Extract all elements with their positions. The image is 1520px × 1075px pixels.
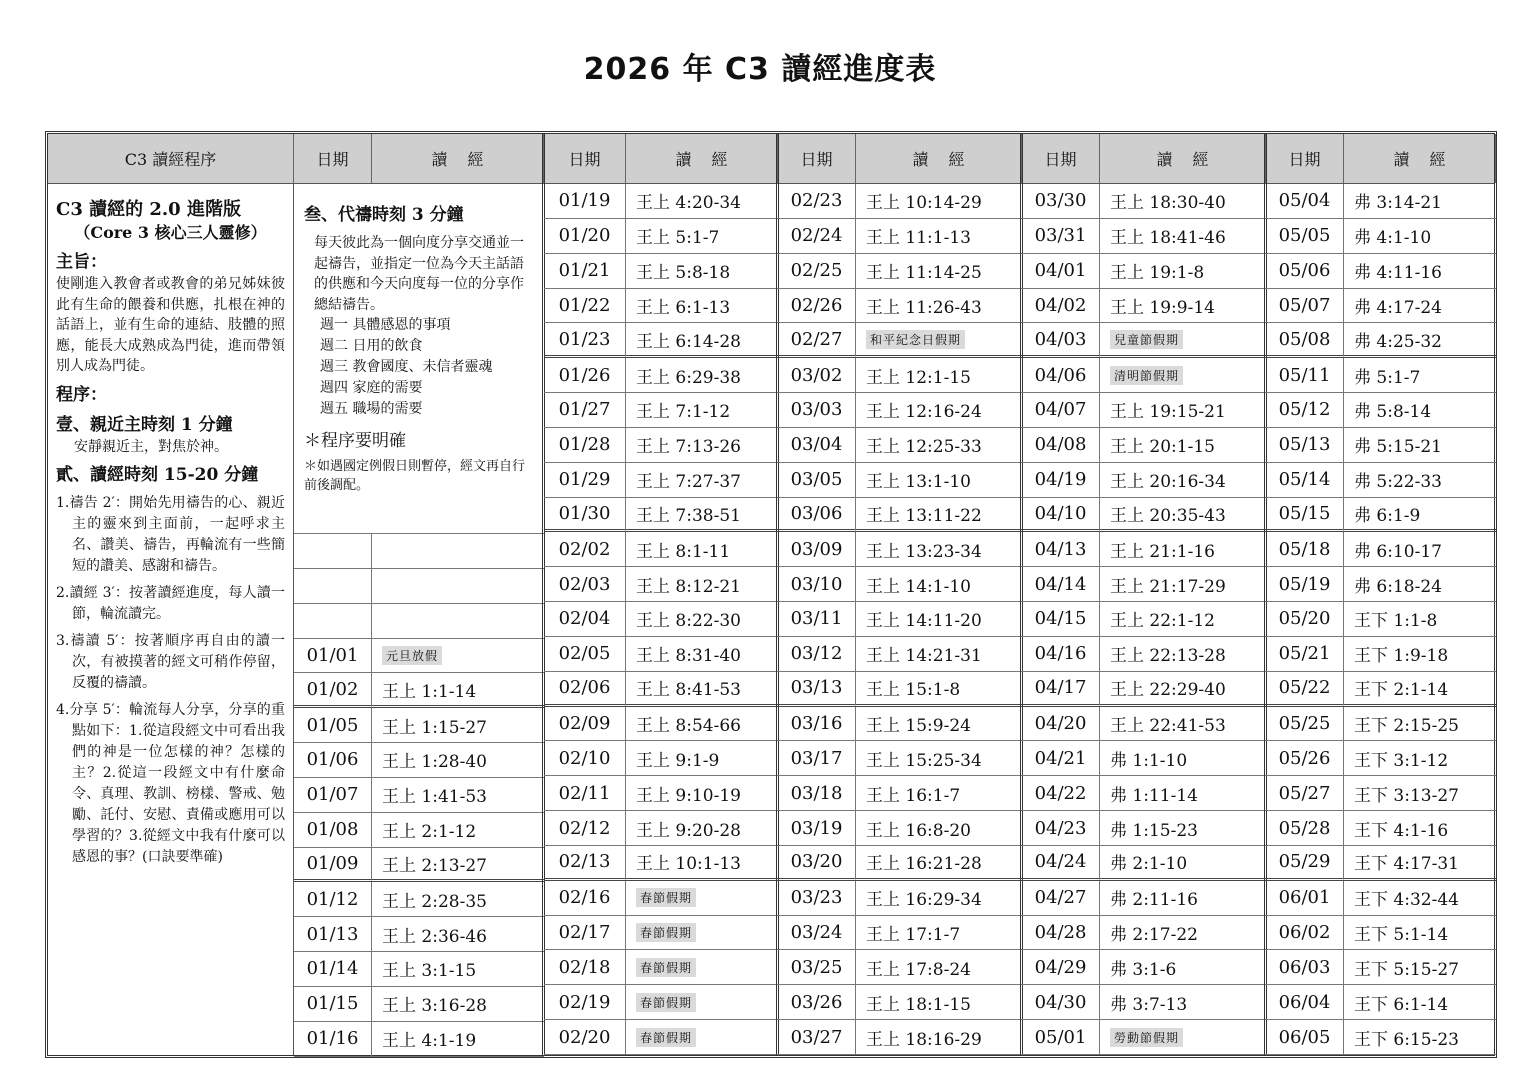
program-title: 程序：	[56, 384, 107, 405]
holiday-reading	[372, 639, 544, 674]
schedule-reading: 王上 3:1-15	[372, 952, 544, 987]
schedule-date: 04/17	[1022, 672, 1100, 707]
schedule-reading: 王上 22:29-40	[1100, 672, 1266, 707]
procedure-heading: C3 讀經的 2.0 進階版	[56, 199, 241, 220]
schedule-reading: 王上 20:16-34	[1100, 463, 1266, 498]
schedule-date: 03/13	[778, 672, 856, 707]
schedule-reading: 弗 1:1-10	[1100, 741, 1266, 776]
schedule-date: 01/29	[544, 463, 626, 498]
schedule-reading: 王上 4:1-19	[372, 1022, 544, 1057]
schedule-reading: 弗 5:15-21	[1344, 428, 1496, 463]
holiday-reading	[1100, 323, 1266, 358]
schedule-date: 03/09	[778, 532, 856, 567]
schedule-date: 02/25	[778, 254, 856, 289]
holiday-label: 春節假期	[636, 923, 696, 942]
schedule-date: 04/13	[1022, 532, 1100, 567]
holiday-reading	[626, 985, 778, 1020]
schedule-date: 05/26	[1266, 741, 1344, 776]
schedule-reading: 王上 7:1-12	[626, 393, 778, 428]
schedule-reading: 王下 1:9-18	[1344, 637, 1496, 672]
schedule-reading: 王上 5:8-18	[626, 254, 778, 289]
schedule-reading: 王上 9:10-19	[626, 776, 778, 811]
schedule-reading: 王上 12:25-33	[856, 428, 1022, 463]
schedule-date: 05/14	[1266, 463, 1344, 498]
holiday-label: 勞動節假期	[1110, 1028, 1183, 1047]
schedule-date: 03/30	[1022, 184, 1100, 219]
schedule-date: 01/01	[294, 639, 372, 674]
schedule-date: 02/16	[544, 881, 626, 916]
schedule-reading: 王上 20:35-43	[1100, 498, 1266, 533]
schedule-date	[294, 534, 372, 569]
schedule-date: 04/10	[1022, 498, 1100, 533]
schedule-date: 01/28	[544, 428, 626, 463]
schedule-reading: 王下 2:15-25	[1344, 707, 1496, 742]
note-holiday: ＊如遇國定例假日則暫停，經文再自行前後調配。	[304, 459, 526, 493]
schedule-reading: 弗 5:1-7	[1344, 358, 1496, 393]
weekday-4: 週四 家庭的需要	[320, 380, 423, 396]
schedule-reading: 王上 17:1-7	[856, 916, 1022, 951]
schedule-date: 02/12	[544, 811, 626, 846]
schedule-date: 04/03	[1022, 323, 1100, 358]
schedule-date: 06/01	[1266, 881, 1344, 916]
schedule-reading: 王上 21:1-16	[1100, 532, 1266, 567]
schedule-date: 04/20	[1022, 707, 1100, 742]
schedule-reading: 王上 8:22-30	[626, 602, 778, 637]
schedule-date: 04/02	[1022, 289, 1100, 324]
step1-text: 安靜親近主，對焦於神。	[74, 438, 228, 455]
schedule-reading: 王下 2:1-14	[1344, 672, 1496, 707]
schedule-reading: 王上 22:41-53	[1100, 707, 1266, 742]
schedule-date: 04/27	[1022, 881, 1100, 916]
step3-text: 每天彼此為一個向度分享交通並一起禱告，並指定一位為今天主話語的供應和今天向度每一位的分享作總結禱告。	[314, 235, 524, 313]
schedule-date: 01/08	[294, 813, 372, 848]
schedule-reading: 王上 2:28-35	[372, 882, 544, 917]
schedule-date: 03/06	[778, 498, 856, 533]
header-date: 日期	[1266, 134, 1344, 183]
holiday-reading	[626, 950, 778, 985]
schedule-reading: 王上 17:8-24	[856, 950, 1022, 985]
schedule-reading: 王上 11:1-13	[856, 219, 1022, 254]
holiday-reading	[626, 916, 778, 951]
schedule-reading: 王上 11:14-25	[856, 254, 1022, 289]
schedule-reading: 弗 2:1-10	[1100, 846, 1266, 881]
schedule-reading: 弗 4:25-32	[1344, 323, 1496, 358]
schedule-reading: 王下 3:1-12	[1344, 741, 1496, 776]
schedule-date: 02/06	[544, 672, 626, 707]
header-date: 日期	[544, 134, 626, 183]
schedule-reading: 王上 3:16-28	[372, 987, 544, 1022]
schedule-date: 06/05	[1266, 1020, 1344, 1055]
schedule-reading: 王下 4:17-31	[1344, 846, 1496, 881]
schedule-date: 02/17	[544, 916, 626, 951]
schedule-date: 05/04	[1266, 184, 1344, 219]
schedule-date: 04/30	[1022, 985, 1100, 1020]
schedule-reading: 王下 6:15-23	[1344, 1020, 1496, 1055]
step2-item-4: 4.分享 5′：輪流每人分享，分享的重點如下：1.從這段經文中可看出我們的神是一位怎樣的神？怎樣的主？2.從這一段經文中有什麼命令、真理、教訓、榜樣、警戒、勉勵、託付、安慰、責備或應用可以學習的？3.從經文中我有什麼可以感恩的事？(口訣要準確)	[56, 702, 285, 865]
schedule-date: 05/20	[1266, 602, 1344, 637]
holiday-reading	[626, 881, 778, 916]
schedule-reading: 王上 8:31-40	[626, 637, 778, 672]
schedule-reading: 王下 4:32-44	[1344, 881, 1496, 916]
schedule-date: 03/12	[778, 637, 856, 672]
schedule-reading: 王下 3:13-27	[1344, 776, 1496, 811]
schedule-reading: 王上 7:27-37	[626, 463, 778, 498]
schedule-date: 01/05	[294, 708, 372, 743]
header-reading: 讀經	[626, 134, 778, 183]
schedule-date: 01/23	[544, 323, 626, 358]
schedule-reading: 王上 2:13-27	[372, 848, 544, 883]
schedule-date: 03/18	[778, 776, 856, 811]
schedule-date	[294, 604, 372, 639]
schedule-reading: 王上 15:1-8	[856, 672, 1022, 707]
schedule-reading: 王上 14:11-20	[856, 602, 1022, 637]
schedule-date: 01/27	[544, 393, 626, 428]
schedule-reading: 王上 22:1-12	[1100, 602, 1266, 637]
schedule-date: 02/02	[544, 532, 626, 567]
schedule-reading: 弗 6:18-24	[1344, 567, 1496, 602]
schedule-date: 03/16	[778, 707, 856, 742]
schedule-reading: 王上 6:14-28	[626, 323, 778, 358]
step2-item-2: 2.讀經 3′：按著讀經進度，每人讀一節，輪流讀完。	[56, 585, 285, 622]
schedule-reading: 弗 4:11-16	[1344, 254, 1496, 289]
schedule-date: 01/19	[544, 184, 626, 219]
schedule-reading: 弗 4:1-10	[1344, 219, 1496, 254]
schedule-date: 05/05	[1266, 219, 1344, 254]
schedule-reading: 弗 3:14-21	[1344, 184, 1496, 219]
schedule-date: 01/22	[544, 289, 626, 324]
schedule-date: 03/26	[778, 985, 856, 1020]
schedule-date: 04/29	[1022, 950, 1100, 985]
schedule-date: 01/09	[294, 848, 372, 883]
schedule-reading: 王上 19:1-8	[1100, 254, 1266, 289]
schedule-date: 04/08	[1022, 428, 1100, 463]
schedule-reading: 弗 1:11-14	[1100, 776, 1266, 811]
schedule-reading: 王上 6:29-38	[626, 358, 778, 393]
holiday-label: 元旦放假	[382, 646, 442, 665]
page-title: 2026 年 C3 讀經進度表	[583, 52, 937, 87]
header-reading: 讀經	[1344, 134, 1496, 183]
schedule-date: 04/19	[1022, 463, 1100, 498]
schedule-date: 06/02	[1266, 916, 1344, 951]
schedule-reading: 王上 4:20-34	[626, 184, 778, 219]
holiday-label: 和平紀念日假期	[866, 330, 965, 349]
schedule-date: 05/28	[1266, 811, 1344, 846]
schedule-date: 03/24	[778, 916, 856, 951]
holiday-reading	[1100, 1020, 1266, 1055]
schedule-reading: 王上 9:1-9	[626, 741, 778, 776]
schedule-reading: 王上 8:1-11	[626, 532, 778, 567]
holiday-label: 清明節假期	[1110, 366, 1183, 385]
schedule-reading: 弗 2:17-22	[1100, 916, 1266, 951]
weekday-2: 週二 日用的飲食	[320, 338, 423, 354]
schedule-date: 01/12	[294, 882, 372, 917]
header-reading: 讀經	[856, 134, 1022, 183]
schedule-date: 03/23	[778, 881, 856, 916]
schedule-date: 03/19	[778, 811, 856, 846]
schedule-date: 05/08	[1266, 323, 1344, 358]
schedule-reading: 王上 12:1-15	[856, 358, 1022, 393]
schedule-date: 02/26	[778, 289, 856, 324]
purpose-title: 主旨：	[56, 252, 107, 272]
schedule-reading: 弗 3:7-13	[1100, 985, 1266, 1020]
schedule-date: 02/13	[544, 846, 626, 881]
weekday-1: 週一 具體感恩的事項	[320, 317, 451, 333]
schedule-date: 05/06	[1266, 254, 1344, 289]
schedule-reading: 王上 7:13-26	[626, 428, 778, 463]
schedule-date: 05/21	[1266, 637, 1344, 672]
schedule-reading: 王上 1:41-53	[372, 778, 544, 813]
schedule-date: 02/04	[544, 602, 626, 637]
schedule-reading: 王上 5:1-7	[626, 219, 778, 254]
header-date: 日期	[294, 134, 372, 183]
schedule-date: 04/16	[1022, 637, 1100, 672]
schedule-date: 01/16	[294, 1022, 372, 1057]
schedule-date: 03/04	[778, 428, 856, 463]
schedule-reading: 弗 4:17-24	[1344, 289, 1496, 324]
schedule-date: 02/10	[544, 741, 626, 776]
holiday-reading	[856, 323, 1022, 358]
schedule-date: 03/02	[778, 358, 856, 393]
schedule-reading: 王上 15:25-34	[856, 741, 1022, 776]
schedule-reading: 王上 8:12-21	[626, 567, 778, 602]
schedule-table	[45, 131, 1497, 1058]
schedule-reading: 王上 1:15-27	[372, 708, 544, 743]
weekday-5: 週五 職場的需要	[320, 401, 423, 417]
note-procedure: ＊程序要明確	[304, 431, 406, 451]
schedule-date: 04/14	[1022, 567, 1100, 602]
schedule-reading: 王下 6:1-14	[1344, 985, 1496, 1020]
schedule-reading: 王上 2:1-12	[372, 813, 544, 848]
schedule-reading: 王上 21:17-29	[1100, 567, 1266, 602]
schedule-reading: 王上 8:41-53	[626, 672, 778, 707]
schedule-reading: 王上 7:38-51	[626, 498, 778, 533]
schedule-reading: 王上 1:28-40	[372, 743, 544, 778]
holiday-reading	[1100, 358, 1266, 393]
schedule-date: 05/15	[1266, 498, 1344, 533]
schedule-date: 02/18	[544, 950, 626, 985]
schedule-reading: 王上 10:1-13	[626, 846, 778, 881]
schedule-reading: 王下 5:15-27	[1344, 950, 1496, 985]
schedule-date: 05/22	[1266, 672, 1344, 707]
schedule-reading: 王上 18:41-46	[1100, 219, 1266, 254]
schedule-date: 04/23	[1022, 811, 1100, 846]
schedule-date: 06/03	[1266, 950, 1344, 985]
schedule-reading: 弗 2:11-16	[1100, 881, 1266, 916]
schedule-date: 02/05	[544, 637, 626, 672]
schedule-date: 01/15	[294, 987, 372, 1022]
schedule-date: 01/21	[544, 254, 626, 289]
procedure-panel	[48, 184, 294, 1055]
schedule-date: 01/02	[294, 673, 372, 708]
schedule-reading	[372, 604, 544, 639]
schedule-reading: 王上 14:21-31	[856, 637, 1022, 672]
holiday-label: 春節假期	[636, 1028, 696, 1047]
schedule-reading: 王上 9:20-28	[626, 811, 778, 846]
schedule-date: 03/31	[1022, 219, 1100, 254]
schedule-date: 02/24	[778, 219, 856, 254]
schedule-date: 03/05	[778, 463, 856, 498]
schedule-date: 04/06	[1022, 358, 1100, 393]
schedule-date: 01/26	[544, 358, 626, 393]
schedule-date: 03/03	[778, 393, 856, 428]
schedule-reading: 王上 16:29-34	[856, 881, 1022, 916]
holiday-label: 春節假期	[636, 888, 696, 907]
schedule-reading: 王上 12:16-24	[856, 393, 1022, 428]
step2-item-3: 3.禱讀 5′：按著順序再自由的讀一次，有被摸著的經文可稍作停留，反覆的禱讀。	[56, 633, 285, 691]
schedule-reading: 王上 8:54-66	[626, 707, 778, 742]
header-reading: 讀經	[1100, 134, 1266, 183]
intercession-panel	[294, 184, 544, 534]
schedule-reading: 王上 20:1-15	[1100, 428, 1266, 463]
schedule-date: 04/07	[1022, 393, 1100, 428]
schedule-date: 02/27	[778, 323, 856, 358]
schedule-date: 02/11	[544, 776, 626, 811]
schedule-date: 02/23	[778, 184, 856, 219]
schedule-date: 02/20	[544, 1020, 626, 1055]
schedule-reading	[372, 534, 544, 569]
schedule-reading: 王上 6:1-13	[626, 289, 778, 324]
schedule-date: 01/30	[544, 498, 626, 533]
holiday-reading	[626, 1020, 778, 1055]
schedule-date: 03/27	[778, 1020, 856, 1055]
schedule-reading: 王上 15:9-24	[856, 707, 1022, 742]
schedule-reading: 王下 4:1-16	[1344, 811, 1496, 846]
schedule-reading: 弗 3:1-6	[1100, 950, 1266, 985]
schedule-date: 03/11	[778, 602, 856, 637]
schedule-date: 02/09	[544, 707, 626, 742]
schedule-reading: 弗 6:10-17	[1344, 532, 1496, 567]
schedule-date: 04/21	[1022, 741, 1100, 776]
schedule-date: 03/25	[778, 950, 856, 985]
schedule-reading: 王下 5:1-14	[1344, 916, 1496, 951]
schedule-date: 04/22	[1022, 776, 1100, 811]
procedure-subheading: （Core 3 核心三人靈修）	[74, 223, 267, 242]
schedule-reading	[372, 569, 544, 604]
schedule-reading: 弗 1:15-23	[1100, 811, 1266, 846]
step2-title: 貳、讀經時刻 15-20 分鐘	[56, 465, 259, 485]
schedule-date: 04/28	[1022, 916, 1100, 951]
schedule-reading: 王上 19:9-14	[1100, 289, 1266, 324]
schedule-reading: 王上 16:1-7	[856, 776, 1022, 811]
schedule-date: 05/29	[1266, 846, 1344, 881]
header-reading: 讀經	[372, 134, 544, 183]
schedule-date: 01/07	[294, 778, 372, 813]
schedule-date: 03/20	[778, 846, 856, 881]
purpose-text: 使剛進入教會者或教會的弟兄姊妹彼此有生命的餵養和供應，扎根在神的話語上，並有生命的連結、肢體的照應，能長大成熟成為門徒，進而帶領別人成為門徒。	[56, 276, 285, 374]
schedule-date: 05/12	[1266, 393, 1344, 428]
header-procedure: C3 讀經程序	[48, 134, 294, 183]
header-date: 日期	[778, 134, 856, 183]
schedule-reading: 王上 18:30-40	[1100, 184, 1266, 219]
holiday-label: 春節假期	[636, 993, 696, 1012]
schedule-reading: 王上 11:26-43	[856, 289, 1022, 324]
schedule-reading: 王上 22:13-28	[1100, 637, 1266, 672]
schedule-date: 05/11	[1266, 358, 1344, 393]
step1-title: 壹、親近主時刻 1 分鐘	[56, 414, 233, 435]
schedule-reading: 王上 10:14-29	[856, 184, 1022, 219]
schedule-date	[294, 569, 372, 604]
schedule-date: 03/10	[778, 567, 856, 602]
table-header	[48, 134, 1494, 184]
weekday-3: 週三 教會國度、未信者靈魂	[320, 359, 493, 375]
schedule-date: 05/18	[1266, 532, 1344, 567]
schedule-date: 04/15	[1022, 602, 1100, 637]
holiday-label: 兒童節假期	[1110, 330, 1183, 349]
schedule-date: 04/01	[1022, 254, 1100, 289]
schedule-reading: 王上 13:1-10	[856, 463, 1022, 498]
schedule-reading: 王上 13:23-34	[856, 532, 1022, 567]
holiday-label: 春節假期	[636, 958, 696, 977]
schedule-date: 03/17	[778, 741, 856, 776]
schedule-reading: 王上 16:8-20	[856, 811, 1022, 846]
schedule-date: 01/13	[294, 917, 372, 952]
schedule-reading: 弗 5:8-14	[1344, 393, 1496, 428]
schedule-reading: 王上 18:16-29	[856, 1020, 1022, 1055]
schedule-reading: 弗 6:1-9	[1344, 498, 1496, 533]
step2-item-1: 1.禱告 2′：開始先用禱告的心、親近主的靈來到主面前，一起呼求主名、讚美、禱告，再輪流有一些簡短的讚美、感謝和禱告。	[56, 495, 285, 574]
step3-title: 叁、代禱時刻 3 分鐘	[304, 205, 464, 225]
schedule-date: 06/04	[1266, 985, 1344, 1020]
schedule-date: 04/24	[1022, 846, 1100, 881]
schedule-reading: 王上 2:36-46	[372, 917, 544, 952]
schedule-date: 05/07	[1266, 289, 1344, 324]
schedule-date: 02/03	[544, 567, 626, 602]
schedule-date: 05/25	[1266, 707, 1344, 742]
schedule-reading: 王上 13:11-22	[856, 498, 1022, 533]
schedule-reading: 王上 1:1-14	[372, 673, 544, 708]
schedule-reading: 王上 19:15-21	[1100, 393, 1266, 428]
schedule-reading: 王上 18:1-15	[856, 985, 1022, 1020]
schedule-reading: 王下 1:1-8	[1344, 602, 1496, 637]
schedule-date: 01/20	[544, 219, 626, 254]
schedule-date: 02/19	[544, 985, 626, 1020]
schedule-reading: 弗 5:22-33	[1344, 463, 1496, 498]
schedule-date: 05/13	[1266, 428, 1344, 463]
schedule-date: 05/01	[1022, 1020, 1100, 1055]
schedule-reading: 王上 16:21-28	[856, 846, 1022, 881]
schedule-date: 01/06	[294, 743, 372, 778]
schedule-date: 05/19	[1266, 567, 1344, 602]
schedule-reading: 王上 14:1-10	[856, 567, 1022, 602]
schedule-date: 05/27	[1266, 776, 1344, 811]
schedule-date: 01/14	[294, 952, 372, 987]
header-date: 日期	[1022, 134, 1100, 183]
